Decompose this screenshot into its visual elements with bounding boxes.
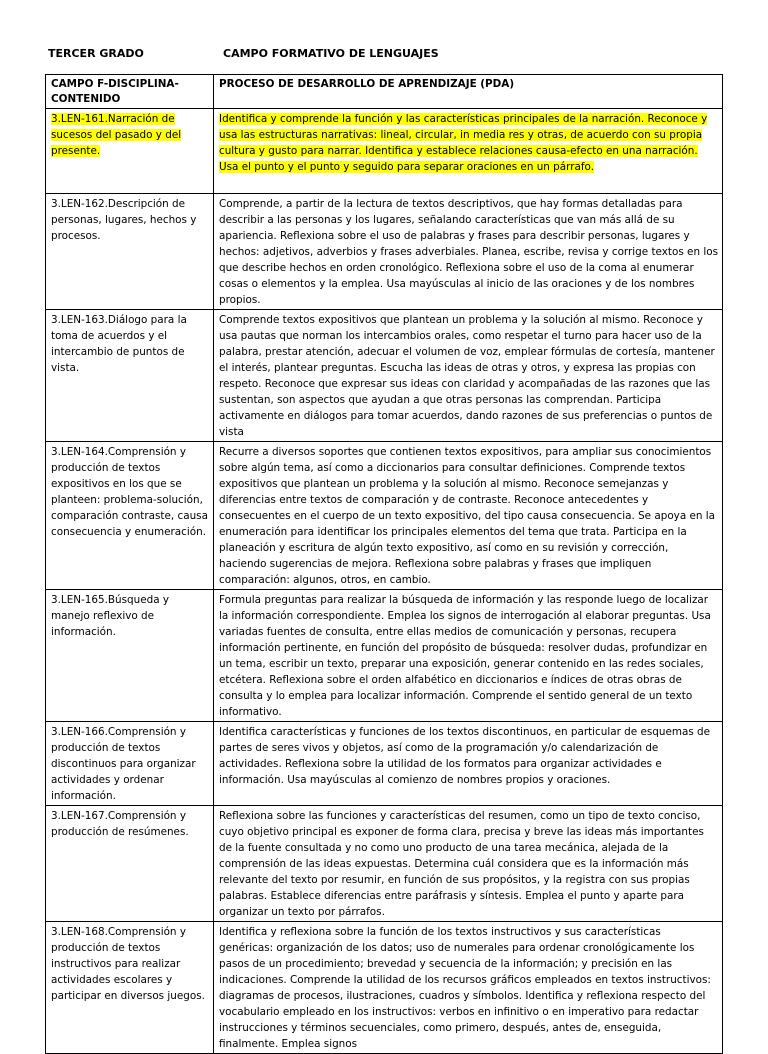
content-cell: 3.LEN-167.Comprensión y producción de resúmenes. <box>46 806 214 922</box>
content-cell <box>46 109 214 194</box>
pda-table <box>45 74 723 1054</box>
pda-cell: Recurre a diversos soportes que contienen textos expositivos, para ampliar sus conocimientos sobre algún tema, así como a diccionarios para consultar definiciones. Comprende textos expositivos que plantean un problema y la solución al mismo. Reconoce semejanzas y diferencias entre textos de comparación y de contraste. Reconoce antecedentes y consecuentes en el cuerpo de un texto expositivo, del tipo causa consecuencia. Se apoya en la enumeración para identificar los principales elementos del tema que trata. Participa en la planeación y escritura de algún texto expositivo, así como en su revisión y corrección, haciendo sugerencias de mejora. Reflexiona sobre palabras y frases que impliquen comparación: algunos, otros, en cambio. <box>214 442 723 590</box>
pda-cell <box>214 109 723 194</box>
pda-cell: Reflexiona sobre las funciones y características del resumen, como un tipo de texto conciso, cuyo objetivo principal es exponer de forma clara, precisa y breve las ideas más importantes de la fuente consultada y no como uno producto de una tarea mecánica, alejada de la comprensión de las ideas expuestas. Determina cuál considera que es la información más relevante del texto por resumir, en función de sus propósitos, y la registra con sus propias palabras. Establece diferencias entre paráfrasis y síntesis. Emplea el punto y aparte para organizar un texto por párrafos. <box>214 806 723 922</box>
content-cell: 3.LEN-166.Comprensión y producción de textos discontinuos para organizar actividades y ordenar información. <box>46 722 214 806</box>
table-row <box>46 590 723 722</box>
pda-cell: Comprende textos expositivos que plantean un problema y la solución al mismo. Reconoce y usa pautas que norman los intercambios orales, como respetar el turno para hacer uso de la palabra, prestar atención, adecuar el volumen de voz, emplear fórmulas de cortesía, mantener el interés, plantear preguntas. Escucha las ideas de otras y otros, y expresa las propias con respeto. Reconoce que expresar sus ideas con claridad y acompañadas de las razones que las sustentan, son aspectos que ayudan a que otras personas las comprendan. Participa activamente en diálogos para tomar acuerdos, dando razones de sus preferencias o puntos de vista <box>214 310 723 442</box>
column-header-content: CAMPO F-DISCIPLINA-CONTENIDO <box>46 75 214 109</box>
grade-title: TERCER GRADO <box>48 47 144 60</box>
content-cell: 3.LEN-165.Búsqueda y manejo reflexivo de información. <box>46 590 214 722</box>
content-cell: 3.LEN-168.Comprensión y producción de textos instructivos para realizar actividades escolares y participar en diversos juegos. <box>46 922 214 1054</box>
pda-cell: Formula preguntas para realizar la búsqueda de información y las responde luego de localizar la información correspondiente. Emplea los signos de interrogación al elaborar preguntas. Usa variadas fuentes de consulta, entre ellas medios de comunicación y personas, recupera información pertinente, en función del propósito de búsqueda: resolver dudas, profundizar en un tema, escribir un texto, preparar una exposición, generar contenido en las redes sociales, etcétera. Reflexiona sobre el orden alfabético en diccionarios e índices de otras obras de consulta y lo emplea para localizar información. Comprende el sentido general de un texto informativo. <box>214 590 723 722</box>
pda-cell: Identifica y reflexiona sobre la función de los textos instructivos y sus características genéricas: organización de los datos; uso de numerales para ordenar cronológicamente los pasos de un procedimiento; brevedad y secuencia de la información; y precisión en las indicaciones. Comprende la utilidad de los recursos gráficos empleados en textos instructivos: diagramas de procesos, ilustraciones, cuadros y símbolos. Identifica y reflexiona respecto del vocabulario empleado en los instructivos: verbos en infinitivo o en imperativo para redactar instrucciones y términos secuenciales, como primero, después, antes de, enseguida, finalmente. Emplea signos <box>214 922 723 1054</box>
column-header-pda: PROCESO DE DESARROLLO DE APRENDIZAJE (PDA) <box>214 75 723 109</box>
content-cell: 3.LEN-164.Comprensión y producción de textos expositivos en los que se planteen: problema-solución, comparación contraste, causa consecuencia y enumeración. <box>46 442 214 590</box>
table-row <box>46 806 723 922</box>
formative-field-title: CAMPO FORMATIVO DE LENGUAJES <box>223 47 439 60</box>
content-cell: 3.LEN-163.Diálogo para la toma de acuerdos y el intercambio de puntos de vista. <box>46 310 214 442</box>
highlighted-text: Identifica y comprende la función y las características principales de la narración. Reconoce y usa las estructuras narrativas: lineal, circular, in media res y otras, de acuerdo con su propia cultura y gusto para narrar. Identifica y establece relaciones causa-efecto en una narración. Usa el punto y el punto y seguido para separar oraciones en un párrafo. <box>219 113 708 173</box>
table-row <box>46 310 723 442</box>
table-row <box>46 922 723 1054</box>
table-row <box>46 442 723 590</box>
table-row <box>46 722 723 806</box>
content-cell: 3.LEN-162.Descripción de personas, lugares, hechos y procesos. <box>46 194 214 310</box>
pda-cell: Comprende, a partir de la lectura de textos descriptivos, que hay formas detalladas para describir a las personas y los lugares, señalando características que van más allá de su apariencia. Reflexiona sobre el uso de palabras y frases para describir personas, lugares y hechos: adjetivos, adverbios y frases adverbiales. Planea, escribe, revisa y corrige textos en los que describe hechos en orden cronológico. Reflexiona sobre el uso de la coma al enumerar cosas o elementos y la emplea. Usa mayúsculas al inicio de las oraciones y de los nombres propios. <box>214 194 723 310</box>
table-row <box>46 109 723 194</box>
pda-cell: Identifica características y funciones de los textos discontinuos, en particular de esquemas de partes de seres vivos y objetos, así como de la programación y/o calendarización de actividades. Reflexiona sobre la utilidad de los formatos para organizar actividades e información. Usa mayúsculas al comienzo de nombres propios y oraciones. <box>214 722 723 806</box>
highlighted-text: 3.LEN-161.Narración de sucesos del pasado y del presente. <box>51 113 182 157</box>
table-header-row <box>46 75 723 109</box>
table-row <box>46 194 723 310</box>
